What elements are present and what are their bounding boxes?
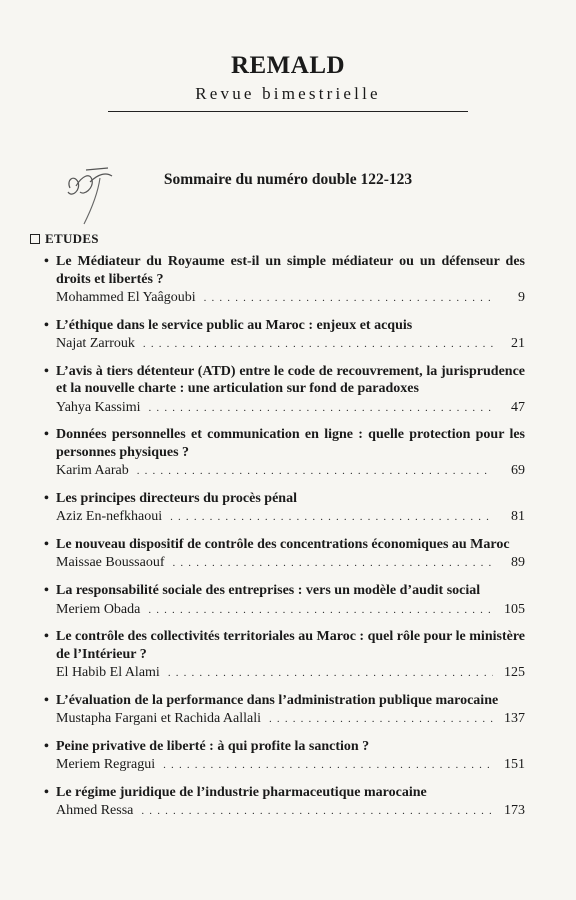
summary-title: Sommaire du numéro double 122-123 bbox=[163, 171, 413, 188]
toc-entry bbox=[40, 738, 525, 776]
entry-page-number: 21 bbox=[511, 336, 525, 352]
dot-leader bbox=[148, 601, 493, 620]
entry-title: Les principes directeurs du procès pénal bbox=[56, 490, 297, 506]
section-label: ETUDES bbox=[45, 231, 99, 246]
entry-title: Données personnelles et communication en ligne : quelle protection pour les personnes physiques ? bbox=[56, 427, 525, 460]
entry-page-number: 125 bbox=[504, 665, 525, 681]
table-of-contents bbox=[40, 253, 525, 830]
entry-title: La responsabilité sociale des entreprises : vers un modèle d’audit social bbox=[56, 583, 481, 599]
entry-page-number: 47 bbox=[511, 399, 525, 415]
dot-leader bbox=[173, 554, 494, 573]
entry-author: Maissae Boussaouf bbox=[56, 555, 165, 571]
dot-leader bbox=[141, 802, 493, 821]
entry-title: L’éthique dans le service public au Maroc : enjeux et acquis bbox=[56, 317, 413, 333]
journal-subtitle: Revue bimestrielle bbox=[195, 84, 381, 103]
entry-title: L’avis à tiers détenteur (ATD) entre le code de recouvrement, la jurisprudence et la nouvelle charte : une articulation sur fond de paradoxes bbox=[56, 363, 525, 397]
bullet-icon: • bbox=[44, 363, 49, 379]
dot-leader bbox=[149, 399, 493, 418]
entry-page-number: 105 bbox=[504, 601, 525, 617]
bullet-icon: • bbox=[44, 738, 49, 754]
bullet-icon: • bbox=[44, 254, 49, 269]
bullet-icon: • bbox=[44, 629, 49, 645]
entry-page-number: 81 bbox=[511, 509, 525, 525]
toc-entry bbox=[40, 582, 525, 620]
bullet-icon: • bbox=[44, 490, 49, 506]
checkbox-icon bbox=[30, 234, 40, 244]
entry-author: El Habib El Alami bbox=[56, 665, 160, 681]
toc-entry bbox=[40, 490, 525, 528]
entry-title: Le Médiateur du Royaume est-il un simple médiateur ou un défenseur des droits et libertés ? bbox=[56, 254, 525, 287]
entry-author: Najat Zarrouk bbox=[56, 336, 135, 352]
dot-leader bbox=[143, 335, 493, 354]
entry-page-number: 173 bbox=[504, 803, 525, 819]
entry-title: Peine privative de liberté : à qui profite la sanction ? bbox=[56, 738, 370, 754]
entry-page-number: 151 bbox=[504, 757, 525, 773]
section-heading-etudes bbox=[30, 231, 99, 247]
toc-entry bbox=[40, 363, 525, 418]
toc-entry bbox=[40, 317, 525, 355]
handwritten-signature bbox=[56, 158, 126, 234]
toc-entry bbox=[40, 536, 525, 574]
masthead bbox=[0, 52, 576, 104]
bullet-icon: • bbox=[44, 784, 49, 800]
bullet-icon: • bbox=[44, 692, 49, 708]
bullet-icon: • bbox=[44, 317, 49, 333]
entry-author: Mustapha Fargani et Rachida Aallali bbox=[56, 711, 262, 727]
entry-title: L’évaluation de la performance dans l’administration publique marocaine bbox=[56, 692, 499, 708]
bullet-icon: • bbox=[44, 427, 49, 443]
dot-leader bbox=[168, 664, 493, 683]
entry-page-number: 9 bbox=[518, 290, 525, 305]
toc-entry bbox=[40, 784, 525, 822]
entry-author: Meriem Obada bbox=[56, 601, 141, 617]
header-divider bbox=[108, 111, 468, 112]
dot-leader bbox=[163, 756, 493, 775]
journal-title: REMALD bbox=[230, 52, 346, 79]
toc-entry bbox=[40, 692, 525, 730]
entry-title: Le régime juridique de l’industrie pharmaceutique marocaine bbox=[56, 784, 427, 800]
entry-author: Meriem Regragui bbox=[56, 757, 156, 773]
entry-author: Yahya Kassimi bbox=[56, 399, 141, 415]
entry-author: Aziz En-nefkhaoui bbox=[56, 509, 163, 525]
toc-entry bbox=[40, 253, 525, 308]
dot-leader bbox=[204, 289, 493, 308]
entry-page-number: 69 bbox=[511, 463, 525, 479]
entry-page-number: 137 bbox=[504, 711, 525, 727]
entry-author: Ahmed Ressa bbox=[56, 803, 134, 819]
dot-leader bbox=[137, 462, 493, 481]
entry-title: Le nouveau dispositif de contrôle des concentrations économiques au Maroc bbox=[56, 536, 510, 552]
entry-author: Mohammed El Yaâgoubi bbox=[56, 290, 196, 305]
dot-leader bbox=[170, 508, 493, 527]
entry-page-number: 89 bbox=[511, 555, 525, 571]
bullet-icon: • bbox=[44, 536, 49, 552]
entry-title: Le contrôle des collectivités territoriales au Maroc : quel rôle pour le ministère de l’Intérieur ? bbox=[56, 629, 525, 662]
dot-leader bbox=[269, 710, 493, 729]
entry-author: Karim Aarab bbox=[56, 463, 129, 479]
toc-entry bbox=[40, 426, 525, 481]
toc-entry bbox=[40, 628, 525, 683]
bullet-icon: • bbox=[44, 583, 49, 599]
